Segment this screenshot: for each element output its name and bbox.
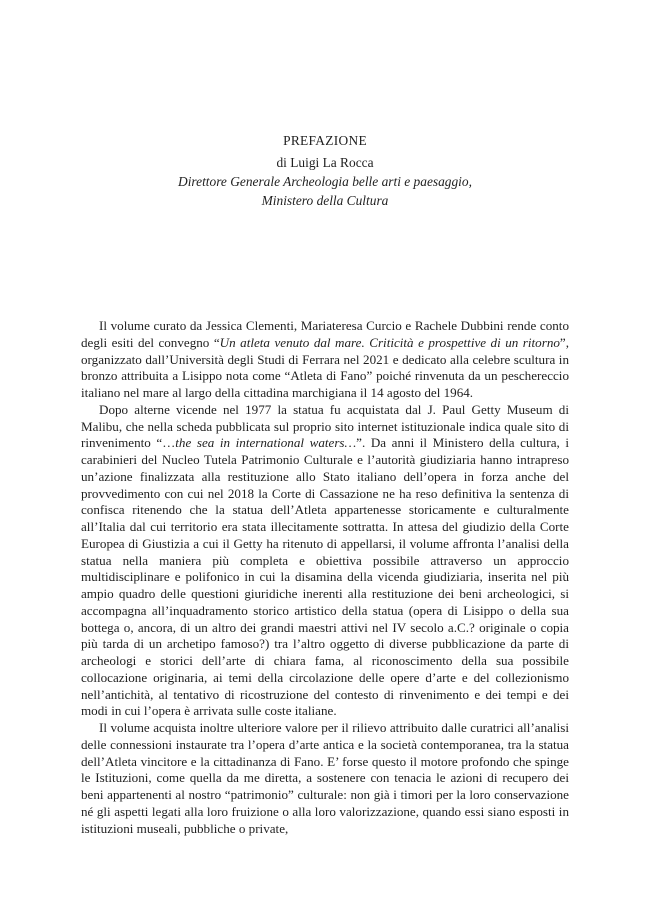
paragraph-2-italic: the sea in international waters… [175,435,357,451]
paragraph-1-text-a: Il volume curato da Jessica Clementi, Mariateresa Curcio e Rachele Dubbini rende conto degli esiti del convegno “ [81,318,569,350]
paragraph-1 [81,318,569,402]
preface-header [0,131,650,210]
author-role: Direttore Generale Archeologia belle arti e paesaggio, [178,174,472,189]
paragraph-1-text-c: ”, organizzato dall’Università degli Studi di Ferrara nel 2021 e dedicato alla celebre scultura in bronzo attribuita a Lisippo nota come “Atleta di Fano” poiché rinvenuta da un peschereccio italiano nel mare al largo della cittadina marchigiana il 14 agosto del 1964. [81,334,570,400]
preface-title: PREFAZIONE [283,133,367,148]
paragraph-1-italic: Un atleta venuto dal mare. Criticità e prospettive di un ritorno [219,334,560,350]
paragraph-2-text-a: Dopo alterne vicende nel 1977 la statua fu acquistata dal J. Paul Getty Museum di Malibu, che nella scheda pubblicata sul proprio sito internet istituzionale indica quale sito di rinvenimento “… [81,401,569,451]
paragraph-2 [81,402,569,720]
preface-body [81,318,569,837]
author-ministry: Ministero della Cultura [261,193,389,208]
paragraph-2-text-c: ”. Da anni il Ministero della cultura, i carabinieri del Nucleo Tutela Patrimonio Culturale e l’autorità giudiziaria hanno intrapreso un’azione finalizzata alla restituzione allo Stato italiano dell’opera in forza anche del provvedimento con cui nel 2018 la Corte di Cassazione ne ha reso definitiva la sentenza di confisca ritenendo che la statua dell’Atleta appartenesse storicamente e culturalmente all’Italia dal cui territorio era stata illecitamente sottratta. In attesa del giudizio della Corte Europea di Giustizia a cui il Getty ha ritenuto di appellarsi, il volume affronta l’analisi della statua nella maniera più completa e obiettiva possibile attraverso un approccio multidisciplinare e polifonico in cui la disamina della vicenda giudiziaria, inserita nel più ampio quadro delle questioni giuridiche inerenti alla restituzione dei beni archeologici, si accompagna all’inquadramento storico artistico della statua (opera di Lisippo o della sua bottega o, ancora, di un altro dei grandi maestri attivi nel IV secolo a.C.? originale o copia più tarda di un archetipo famoso?) tra l’altro oggetto di diverse pubblicazione da parte di archeologi e storici dell’arte di chiara fama, al riconoscimento della sua possibile collocazione originaria, ai temi della circolazione delle opere d’arte e del collezionismo nell’antichità, al tentativo di ricostruzione del contesto di rinvenimento e dei tempi e dei modi in cui l’opera è arrivata sulle coste italiane. [81,435,569,719]
paragraph-3 [81,720,569,837]
author-byline: di Luigi La Rocca [276,155,374,170]
paragraph-3-text-a: Il volume acquista inoltre ulteriore valore per il rilievo attribuito dalle curatrici all’analisi delle connessioni instaurate tra l’opera d’arte antica e la società contemporanea, tra la statua dell’Atleta vincitore e la cittadinanza di Fano. E’ forse questo il motore profondo che spinge le Istituzioni, come quella da me diretta, a sostenere con tenacia le azioni di recupero dei beni appartenenti al nostro “patrimonio” culturale: non già i timori per la loro conservazione né gli aspetti legati alla loro fruizione o alla loro valorizzazione, quando essi siano esposti in istituzioni museali, pubbliche o private, [81,720,569,836]
